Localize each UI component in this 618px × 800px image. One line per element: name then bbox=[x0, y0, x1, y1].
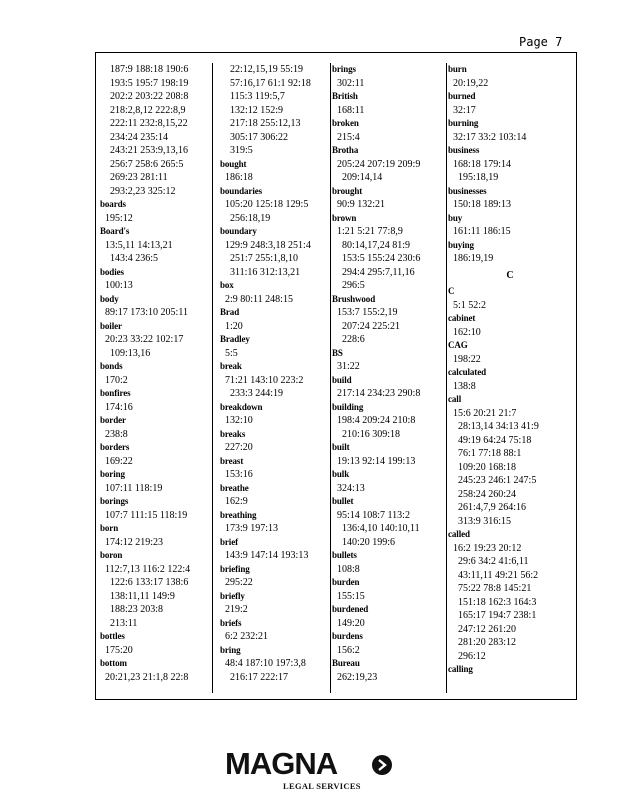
index-term: calculated bbox=[448, 367, 486, 377]
index-term: Bradley bbox=[220, 334, 250, 344]
index-refs-continued: 294:4 295:7,11,16 bbox=[342, 266, 415, 278]
index-refs: 162:10 bbox=[453, 326, 481, 338]
index-refs: 108:8 bbox=[337, 563, 360, 575]
index-refs-continued: 49:19 64:24 75:18 bbox=[458, 434, 532, 446]
index-term: buy bbox=[448, 212, 463, 223]
index-refs-continued: 109:13,16 bbox=[110, 347, 151, 359]
column-divider bbox=[330, 63, 331, 693]
index-term: box bbox=[220, 280, 234, 290]
index-refs: 186:18 bbox=[225, 172, 253, 183]
index-refs-continued: 319:5 bbox=[230, 145, 253, 156]
index-refs-continued: 195:18,19 bbox=[458, 172, 499, 183]
index-term: bullet bbox=[332, 496, 354, 506]
index-refs: 215:4 bbox=[337, 131, 360, 143]
index-refs: 324:13 bbox=[337, 482, 365, 494]
index-refs-continued: 138:11,11 149:9 bbox=[110, 590, 175, 602]
index-refs-continued: 296:12 bbox=[458, 650, 486, 662]
index-refs: 20:19,22 bbox=[453, 77, 489, 89]
index-term: Board's bbox=[100, 226, 130, 236]
index-term: boring bbox=[100, 469, 125, 479]
index-refs-continued: 217:18 255:12,13 bbox=[230, 118, 301, 129]
index-refs: 168:11 bbox=[337, 104, 365, 116]
index-refs: 71:21 143:10 223:2 bbox=[225, 374, 304, 386]
index-refs: 1:21 5:21 77:8,9 bbox=[337, 226, 403, 237]
index-refs-continued: 75:22 78:8 145:21 bbox=[458, 583, 532, 594]
index-refs-continued: 209:14,14 bbox=[342, 172, 383, 183]
index-term: born bbox=[100, 523, 119, 533]
index-term: businesses bbox=[448, 185, 487, 196]
index-refs: 153:7 155:2,19 bbox=[337, 307, 398, 318]
section-letter: C bbox=[506, 269, 514, 281]
index-refs: 107:7 111:15 118:19 bbox=[105, 509, 188, 521]
index-refs: 5:1 52:2 bbox=[453, 299, 487, 311]
index-term: calling bbox=[448, 664, 473, 674]
index-refs: 150:18 189:13 bbox=[453, 199, 512, 210]
index-term: burden bbox=[332, 577, 360, 587]
index-refs-continued: 251:7 255:1,8,10 bbox=[230, 253, 299, 264]
index-refs-continued: 57:16,17 61:1 92:18 bbox=[230, 77, 311, 89]
index-refs: 156:2 bbox=[337, 644, 360, 656]
index-refs: 107:11 118:19 bbox=[105, 482, 163, 494]
index-term: borders bbox=[100, 442, 130, 452]
index-refs-continued: 207:24 225:21 bbox=[342, 320, 401, 332]
index-refs-continued: 296:5 bbox=[342, 280, 365, 291]
index-term: briefly bbox=[220, 590, 245, 601]
index-term: bonfires bbox=[100, 388, 131, 398]
index-column-1 bbox=[100, 63, 210, 693]
index-frame bbox=[95, 52, 577, 700]
index-refs: 143:9 147:14 193:13 bbox=[225, 550, 309, 561]
index-refs: 149:20 bbox=[337, 617, 365, 629]
index-refs-continued: 243:21 253:9,13,16 bbox=[110, 145, 189, 156]
index-refs-continued: 218:2,8,12 222:8,9 bbox=[110, 104, 186, 116]
index-term: breaks bbox=[220, 428, 246, 439]
index-refs: 15:6 20:21 21:7 bbox=[453, 407, 517, 419]
index-refs: 262:19,23 bbox=[337, 671, 378, 683]
index-refs: 48:4 187:10 197:3,8 bbox=[225, 658, 306, 669]
index-refs-continued: 132:12 152:9 bbox=[230, 104, 284, 116]
index-refs-continued: 153:5 155:24 230:6 bbox=[342, 253, 421, 264]
index-refs: 89:17 173:10 205:11 bbox=[105, 307, 188, 318]
index-refs: 155:15 bbox=[337, 590, 365, 602]
index-refs-continued: 261:4,7,9 264:16 bbox=[458, 502, 527, 513]
index-refs: 132:10 bbox=[225, 415, 253, 426]
index-refs-continued: 210:16 309:18 bbox=[342, 428, 401, 440]
index-term: brief bbox=[220, 536, 238, 547]
index-term: brown bbox=[332, 212, 357, 223]
index-term: breathe bbox=[220, 482, 249, 493]
index-refs: 5:5 bbox=[225, 347, 238, 359]
index-refs: 112:7,13 116:2 122:4 bbox=[105, 563, 191, 575]
index-refs: 169:22 bbox=[105, 455, 133, 467]
index-refs-continued: 187:9 188:18 190:6 bbox=[110, 64, 189, 75]
index-term: bodies bbox=[100, 266, 124, 277]
index-refs-continued: 193:5 195:7 198:19 bbox=[110, 77, 189, 89]
index-refs: 32:17 bbox=[453, 104, 476, 116]
logo-wordmark: MAGNA bbox=[225, 746, 338, 781]
index-term: burned bbox=[448, 91, 476, 101]
index-refs: 198:4 209:24 210:8 bbox=[337, 415, 416, 426]
index-term: C bbox=[448, 286, 455, 296]
index-term: burdens bbox=[332, 631, 363, 641]
index-term: bottles bbox=[100, 631, 125, 641]
index-refs: 205:24 207:19 209:9 bbox=[337, 158, 421, 170]
index-term: breast bbox=[220, 455, 244, 466]
index-term: British bbox=[332, 91, 358, 101]
index-refs-continued: 151:18 162:3 164:3 bbox=[458, 596, 537, 608]
index-refs-continued: 216:17 222:17 bbox=[230, 671, 289, 683]
index-refs: 90:9 132:21 bbox=[337, 199, 386, 210]
index-term: borings bbox=[100, 496, 129, 506]
arrow-circle-icon bbox=[371, 754, 393, 776]
index-refs: 170:2 bbox=[105, 374, 128, 386]
index-refs: 238:8 bbox=[105, 428, 128, 440]
index-refs-continued: 80:14,17,24 81:9 bbox=[342, 239, 411, 251]
index-term: break bbox=[220, 361, 242, 371]
index-term: body bbox=[100, 293, 119, 304]
index-refs-continued: 305:17 306:22 bbox=[230, 131, 289, 143]
index-refs-continued: 281:20 283:12 bbox=[458, 637, 517, 648]
index-term: build bbox=[332, 374, 352, 385]
index-term: boundary bbox=[220, 226, 257, 236]
index-refs: 129:9 248:3,18 251:4 bbox=[225, 239, 311, 251]
index-refs-continued: 269:23 281:11 bbox=[110, 172, 168, 183]
index-refs-continued: 143:4 236:5 bbox=[110, 253, 159, 264]
index-column-2 bbox=[216, 63, 326, 693]
index-refs-continued: 188:23 203:8 bbox=[110, 604, 164, 615]
index-term: brings bbox=[332, 64, 356, 74]
index-refs: 20:23 33:22 102:17 bbox=[105, 334, 184, 345]
index-refs: 227:20 bbox=[225, 442, 253, 453]
index-refs-continued: 165:17 194:7 238:1 bbox=[458, 610, 537, 621]
index-refs: 105:20 125:18 129:5 bbox=[225, 199, 309, 210]
index-term: Brotha bbox=[332, 145, 359, 155]
index-refs: 168:18 179:14 bbox=[453, 158, 512, 170]
index-refs-continued: 202:2 203:22 208:8 bbox=[110, 91, 189, 102]
index-term: brought bbox=[332, 185, 363, 196]
index-term: building bbox=[332, 401, 364, 412]
index-refs-continued: 109:20 168:18 bbox=[458, 461, 517, 473]
index-term: Brushwood bbox=[332, 293, 376, 304]
index-refs: 31:22 bbox=[337, 361, 360, 372]
index-term: call bbox=[448, 394, 462, 404]
index-term: burdened bbox=[332, 604, 369, 614]
index-refs: 138:8 bbox=[453, 380, 476, 392]
logo-subtitle: LEGAL SERVICES bbox=[283, 781, 361, 791]
index-refs: 302:11 bbox=[337, 77, 365, 89]
index-refs-continued: 228:6 bbox=[342, 334, 365, 345]
index-term: bottom bbox=[100, 658, 127, 668]
index-refs: 1:20 bbox=[225, 320, 243, 332]
index-refs-continued: 311:16 312:13,21 bbox=[230, 266, 301, 278]
index-refs: 217:14 234:23 290:8 bbox=[337, 388, 421, 399]
index-refs: 19:13 92:14 199:13 bbox=[337, 455, 416, 467]
index-refs-continued: 122:6 133:17 138:6 bbox=[110, 577, 189, 588]
index-refs-continued: 115:3 119:5,7 bbox=[230, 91, 285, 102]
index-refs: 95:14 108:7 113:2 bbox=[337, 509, 410, 521]
index-refs: 20:21,23 21:1,8 22:8 bbox=[105, 671, 189, 683]
index-refs: 198:22 bbox=[453, 353, 481, 365]
index-refs-continued: 234:24 235:14 bbox=[110, 131, 169, 143]
index-refs: 100:13 bbox=[105, 280, 133, 291]
index-refs: 162:9 bbox=[225, 496, 248, 507]
index-term: Bureau bbox=[332, 658, 360, 668]
index-refs-continued: 140:20 199:6 bbox=[342, 536, 396, 548]
index-term: called bbox=[448, 529, 470, 539]
index-refs-continued: 28:13,14 34:13 41:9 bbox=[458, 421, 539, 432]
index-refs: 175:20 bbox=[105, 644, 133, 656]
index-term: CAG bbox=[448, 340, 468, 350]
column-divider bbox=[446, 63, 447, 693]
index-term: burning bbox=[448, 118, 479, 128]
index-term: business bbox=[448, 145, 480, 155]
index-term: briefs bbox=[220, 617, 242, 628]
index-refs: 186:19,19 bbox=[453, 253, 494, 264]
index-refs: 295:22 bbox=[225, 577, 253, 588]
page-number: Page 7 bbox=[519, 35, 563, 49]
index-term: boundaries bbox=[220, 185, 263, 196]
index-refs: 174:16 bbox=[105, 401, 133, 413]
index-term: bought bbox=[220, 158, 247, 169]
index-refs: 2:9 80:11 248:15 bbox=[225, 293, 293, 305]
index-refs-continued: 222:11 232:8,15,22 bbox=[110, 118, 188, 129]
index-refs-continued: 29:6 34:2 41:6,11 bbox=[458, 556, 529, 567]
index-refs: 16:2 19:23 20:12 bbox=[453, 542, 522, 554]
index-refs: 153:16 bbox=[225, 469, 253, 480]
index-term: broken bbox=[332, 118, 359, 128]
index-term: breakdown bbox=[220, 401, 263, 412]
index-refs-continued: 76:1 77:18 88:1 bbox=[458, 448, 522, 459]
column-divider bbox=[212, 63, 213, 693]
index-term: boiler bbox=[100, 320, 122, 331]
index-refs: 161:11 186:15 bbox=[453, 226, 511, 237]
index-term: breathing bbox=[220, 509, 257, 520]
index-term: bring bbox=[220, 644, 241, 655]
index-refs-continued: 22:12,15,19 55:19 bbox=[230, 64, 304, 75]
index-refs-continued: 43:11,11 49:21 56:2 bbox=[458, 569, 539, 581]
index-refs: 6:2 232:21 bbox=[225, 631, 269, 642]
index-column-3 bbox=[332, 63, 442, 693]
index-term: cabinet bbox=[448, 313, 476, 323]
index-term: BS bbox=[332, 347, 343, 358]
index-term: built bbox=[332, 442, 350, 452]
index-refs-continued: 256:18,19 bbox=[230, 212, 271, 224]
index-refs-continued: 233:3 244:19 bbox=[230, 388, 284, 399]
index-term: Brad bbox=[220, 307, 240, 317]
index-column-4 bbox=[448, 63, 572, 693]
index-refs: 174:12 219:23 bbox=[105, 536, 164, 548]
index-term: burn bbox=[448, 64, 467, 74]
index-refs: 32:17 33:2 103:14 bbox=[453, 131, 527, 143]
index-refs-continued: 245:23 246:1 247:5 bbox=[458, 475, 537, 486]
index-refs: 13:5,11 14:13,21 bbox=[105, 239, 173, 251]
index-refs-continued: 136:4,10 140:10,11 bbox=[342, 523, 420, 534]
index-refs: 195:12 bbox=[105, 212, 133, 224]
index-term: bonds bbox=[100, 361, 123, 371]
index-term: buying bbox=[448, 239, 474, 250]
index-refs-continued: 213:11 bbox=[110, 617, 138, 629]
index-term: boards bbox=[100, 199, 126, 209]
magna-logo bbox=[225, 748, 395, 792]
index-term: bullets bbox=[332, 550, 357, 560]
index-term: border bbox=[100, 415, 126, 425]
index-refs: 219:2 bbox=[225, 604, 248, 615]
index-refs-continued: 293:2,23 325:12 bbox=[110, 185, 176, 197]
index-refs-continued: 313:9 316:15 bbox=[458, 515, 512, 527]
index-term: briefing bbox=[220, 563, 250, 574]
index-refs: 173:9 197:13 bbox=[225, 523, 279, 534]
index-refs-continued: 247:12 261:20 bbox=[458, 623, 517, 635]
index-term: boron bbox=[100, 550, 123, 560]
index-refs-continued: 256:7 258:6 265:5 bbox=[110, 158, 184, 170]
index-refs-continued: 258:24 260:24 bbox=[458, 488, 517, 500]
index-term: bulk bbox=[332, 469, 350, 479]
